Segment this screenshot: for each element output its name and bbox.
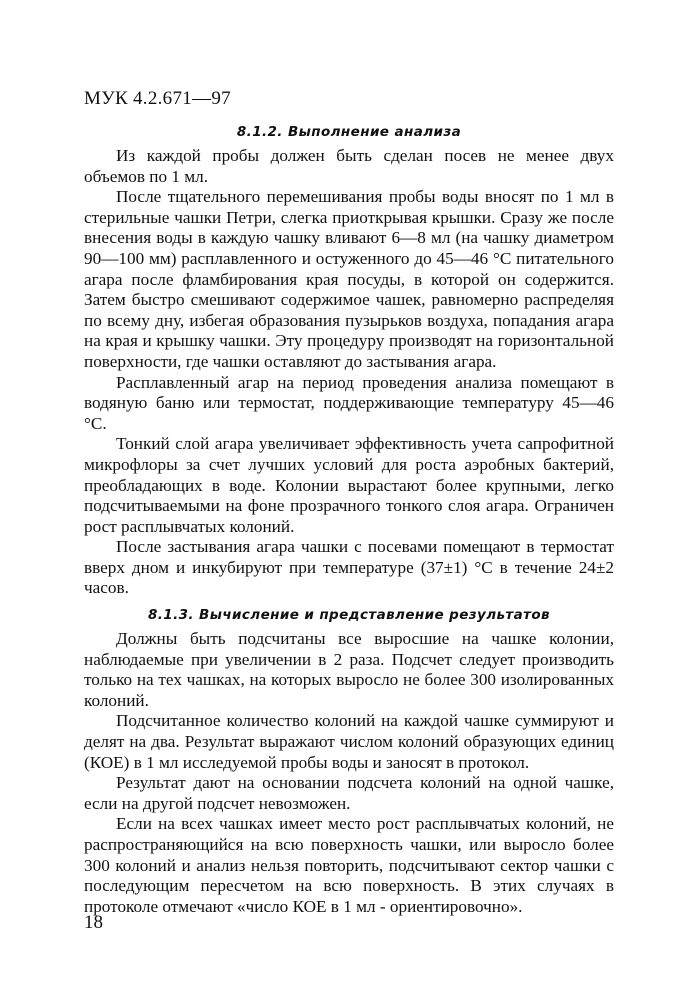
document-page [84,88,614,917]
paragraph: Расплавленный агар на период проведения анализа помещают в водяную баню или термостат, поддерживающие температуру 45—46 °С. [84,372,614,433]
paragraph: Тонкий слой агара увеличивает эффективность учета сапрофитной микрофлоры за счет лучших условий для роста аэробных бактерий, преобладающих в воде. Колонии вырастают более крупными, легко подсчитываемыми на фоне прозрачного тонкого слоя агара. Ограничен рост расплывчатых колоний. [84,434,614,536]
page-number: 18 [84,912,103,933]
paragraph: Должны быть подсчитаны все выросшие на чашке колонии, наблюдаемые при увеличении в 2 раза. Подсчет следует производить только на тех чашках, на которых выросло не более 300 изолированных колоний. [84,629,614,710]
paragraph: Подсчитанное количество колоний на каждой чашке суммируют и делят на два. Результат выражают числом колоний образующих единиц (КОЕ) в 1 мл исследуемой пробы воды и заносят в протокол. [84,711,614,772]
document-code: МУК 4.2.671—97 [84,88,231,109]
paragraph: Если на всех чашках имеет место рост расплывчатых колоний, не распространяющийся на всю поверхность чашки, или выросло более 300 колоний и анализ нельзя повторить, подсчитывают сектор чашки с последующим пересчетом на всю поверхность. В этих случаях в протоколе отмечают «число КОЕ в 1 мл - ориентировочно». [84,814,614,916]
paragraph: Результат дают на основании подсчета колоний на одной чашке, если на другой подсчет невозможен. [84,773,614,813]
paragraph: После тщательного перемешивания пробы воды вносят по 1 мл в стерильные чашки Петри, слегка приоткрывая крышки. Сразу же после внесения воды в каждую чашку вливают 6—8 мл (на чашку диаметром 90—100 мм) расплавленного и остуженного до 45—46 °С питательного агара после фламбирования края посуды, в которой он содержится. Затем быстро смешивают содержимое чашек, равномерно распределяя по всему дну, избегая образования пузырьков воздуха, попадания агара на края и крышку чашки. Эту процедуру производят на горизонтальной поверхности, где чашки оставляют до застывания агара. [84,187,614,371]
paragraph: После застывания агара чашки с посевами помещают в термостат вверх дном и инкубируют при температуре (37±1) °С в течение 24±2 часов. [84,537,614,598]
paragraph: Из каждой пробы должен быть сделан посев не менее двух объемов по 1 мл. [84,146,614,186]
section-title-results: 8.1.3. Вычисление и представление результатов [147,607,551,624]
section-title-analysis: 8.1.2. Выполнение анализа [236,124,462,140]
